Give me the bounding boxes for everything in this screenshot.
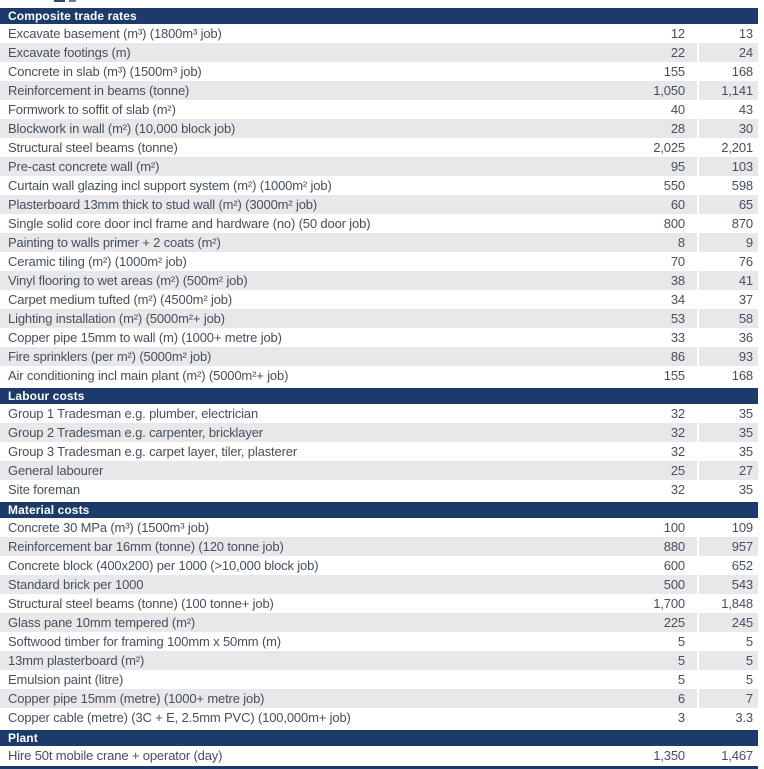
rate-low-value: 60 [622,195,697,214]
rate-low-value: 38 [622,271,697,290]
rate-high-value: 168 [697,366,758,385]
item-label: Standard brick per 1000 [0,575,622,594]
table-row [0,746,758,765]
rate-low-value: 8 [622,233,697,252]
rate-high-value: 36 [697,328,758,347]
rate-low-value: 880 [622,537,697,556]
table-row [0,442,758,461]
rate-low-value: 53 [622,309,697,328]
item-label: Fire sprinklers (per m²) (5000m² job) [0,347,622,366]
rate-low-value: 70 [622,252,697,271]
item-label: Formwork to soffit of slab (m²) [0,100,622,119]
item-label: Reinforcement bar 16mm (tonne) (120 tonne job) [0,537,622,556]
rate-low-value: 155 [622,366,697,385]
rate-high-value: 168 [697,62,758,81]
item-label: Carpet medium tufted (m²) (4500m² job) [0,290,622,309]
item-label: Site foreman [0,480,622,499]
item-label: Copper pipe 15mm to wall (m) (1000+ metre job) [0,328,622,347]
rate-low-value: 32 [622,404,697,423]
item-label: Blockwork in wall (m²) (10,000 block job) [0,119,622,138]
item-label: Concrete in slab (m³) (1500m³ job) [0,62,622,81]
section-material-costs [0,502,758,727]
rate-high-value: 43 [697,100,758,119]
section-title: Plant [0,730,758,746]
table-row [0,556,758,575]
rate-high-value: 37 [697,290,758,309]
rate-high-value: 41 [697,271,758,290]
rate-high-value: 27 [697,461,758,480]
rate-high-value: 35 [697,404,758,423]
item-label: Emulsion paint (litre) [0,670,622,689]
item-label: General labourer [0,461,622,480]
rate-low-value: 600 [622,556,697,575]
item-label: Concrete block (400x200) per 1000 (>10,000 block job) [0,556,622,575]
rate-high-value: 65 [697,195,758,214]
rate-low-value: 32 [622,423,697,442]
section-plant [0,730,758,765]
rate-high-value: 3.3 [697,708,758,727]
table-row [0,480,758,499]
table-row [0,81,758,100]
table-row [0,632,758,651]
table-row [0,233,758,252]
rates-table [0,746,758,765]
rate-high-value: 598 [697,176,758,195]
table-row [0,651,758,670]
rate-high-value: 2,201 [697,138,758,157]
rate-low-value: 22 [622,43,697,62]
item-label: Single solid core door incl frame and hardware (no) (50 door job) [0,214,622,233]
item-label: Glass pane 10mm tempered (m²) [0,613,622,632]
rate-high-value: 35 [697,423,758,442]
item-label: Vinyl flooring to wet areas (m²) (500m² job) [0,271,622,290]
rate-low-value: 3 [622,708,697,727]
table-row [0,328,758,347]
rate-high-value: 109 [697,518,758,537]
section-title: Material costs [0,502,758,518]
rate-high-value: 870 [697,214,758,233]
rate-high-value: 652 [697,556,758,575]
rate-low-value: 32 [622,480,697,499]
rate-low-value: 1,350 [622,746,697,765]
item-label: Air conditioning incl main plant (m²) (5000m²+ job) [0,366,622,385]
item-label: Hire 50t mobile crane + operator (day) [0,746,622,765]
rate-low-value: 100 [622,518,697,537]
table-row [0,537,758,556]
item-label: Plasterboard 13mm thick to stud wall (m²) (3000m² job) [0,195,622,214]
item-label: Copper pipe 15mm (metre) (1000+ metre job) [0,689,622,708]
section-title: Labour costs [0,388,758,404]
section-labour-costs [0,388,758,499]
rate-high-value: 76 [697,252,758,271]
table-row [0,252,758,271]
rate-high-value: 1,848 [697,594,758,613]
rate-low-value: 28 [622,119,697,138]
table-row [0,43,758,62]
item-label: Lighting installation (m²) (5000m²+ job) [0,309,622,328]
rate-high-value: 35 [697,442,758,461]
rate-high-value: 24 [697,43,758,62]
table-row [0,176,758,195]
item-label: Structural steel beams (tonne) (100 tonne+ job) [0,594,622,613]
rate-low-value: 12 [622,24,697,43]
table-row [0,195,758,214]
rate-high-value: 93 [697,347,758,366]
item-label: Pre-cast concrete wall (m²) [0,157,622,176]
rate-low-value: 5 [622,670,697,689]
rate-high-value: 13 [697,24,758,43]
table-row [0,157,758,176]
rate-high-value: 5 [697,651,758,670]
rate-low-value: 33 [622,328,697,347]
item-label: Group 1 Tradesman e.g. plumber, electrician [0,404,622,423]
rate-low-value: 500 [622,575,697,594]
clipped-text-remnant [54,0,78,2]
table-row [0,461,758,480]
section-composite-trade-rates [0,8,758,385]
rates-table [0,404,758,499]
rate-high-value: 543 [697,575,758,594]
rate-low-value: 6 [622,689,697,708]
rate-high-value: 35 [697,480,758,499]
rate-low-value: 1,050 [622,81,697,100]
rate-high-value: 58 [697,309,758,328]
item-label: 13mm plasterboard (m²) [0,651,622,670]
item-label: Concrete 30 MPa (m³) (1500m³ job) [0,518,622,537]
rate-high-value: 9 [697,233,758,252]
rate-low-value: 800 [622,214,697,233]
item-label: Curtain wall glazing incl support system (m²) (1000m² job) [0,176,622,195]
table-row [0,138,758,157]
rate-low-value: 1,700 [622,594,697,613]
table-row [0,708,758,727]
rate-high-value: 7 [697,689,758,708]
table-row [0,518,758,537]
table-row [0,62,758,81]
table-row [0,594,758,613]
table-row [0,423,758,442]
item-label: Group 3 Tradesman e.g. carpet layer, tiler, plasterer [0,442,622,461]
rate-high-value: 5 [697,632,758,651]
item-label: Ceramic tiling (m²) (1000m² job) [0,252,622,271]
rate-low-value: 2,025 [622,138,697,157]
table-row [0,575,758,594]
item-label: Reinforcement in beams (tonne) [0,81,622,100]
table-row [0,119,758,138]
rate-high-value: 5 [697,670,758,689]
rate-low-value: 155 [622,62,697,81]
item-label: Group 2 Tradesman e.g. carpenter, bricklayer [0,423,622,442]
rate-low-value: 25 [622,461,697,480]
table-row [0,271,758,290]
cost-rates-table [0,8,758,769]
rate-low-value: 40 [622,100,697,119]
rate-high-value: 103 [697,157,758,176]
rates-table [0,518,758,727]
table-row [0,24,758,43]
item-label: Copper cable (metre) (3C + E, 2.5mm PVC) (100,000m+ job) [0,708,622,727]
item-label: Softwood timber for framing 100mm x 50mm (m) [0,632,622,651]
rate-low-value: 5 [622,632,697,651]
rate-low-value: 34 [622,290,697,309]
table-row [0,100,758,119]
table-row [0,689,758,708]
rate-high-value: 957 [697,537,758,556]
rate-low-value: 550 [622,176,697,195]
rate-low-value: 86 [622,347,697,366]
table-row [0,404,758,423]
item-label: Structural steel beams (tonne) [0,138,622,157]
table-row [0,309,758,328]
table-row [0,214,758,233]
item-label: Painting to walls primer + 2 coats (m²) [0,233,622,252]
table-row [0,613,758,632]
rate-low-value: 32 [622,442,697,461]
section-title: Composite trade rates [0,8,758,24]
rate-high-value: 30 [697,119,758,138]
rate-high-value: 1,467 [697,746,758,765]
rate-low-value: 95 [622,157,697,176]
table-row [0,366,758,385]
item-label: Excavate footings (m) [0,43,622,62]
table-row [0,347,758,366]
table-row [0,290,758,309]
rate-low-value: 5 [622,651,697,670]
rate-high-value: 245 [697,613,758,632]
table-row [0,670,758,689]
rate-low-value: 225 [622,613,697,632]
rate-high-value: 1,141 [697,81,758,100]
item-label: Excavate basement (m³) (1800m³ job) [0,24,622,43]
rates-table [0,24,758,385]
